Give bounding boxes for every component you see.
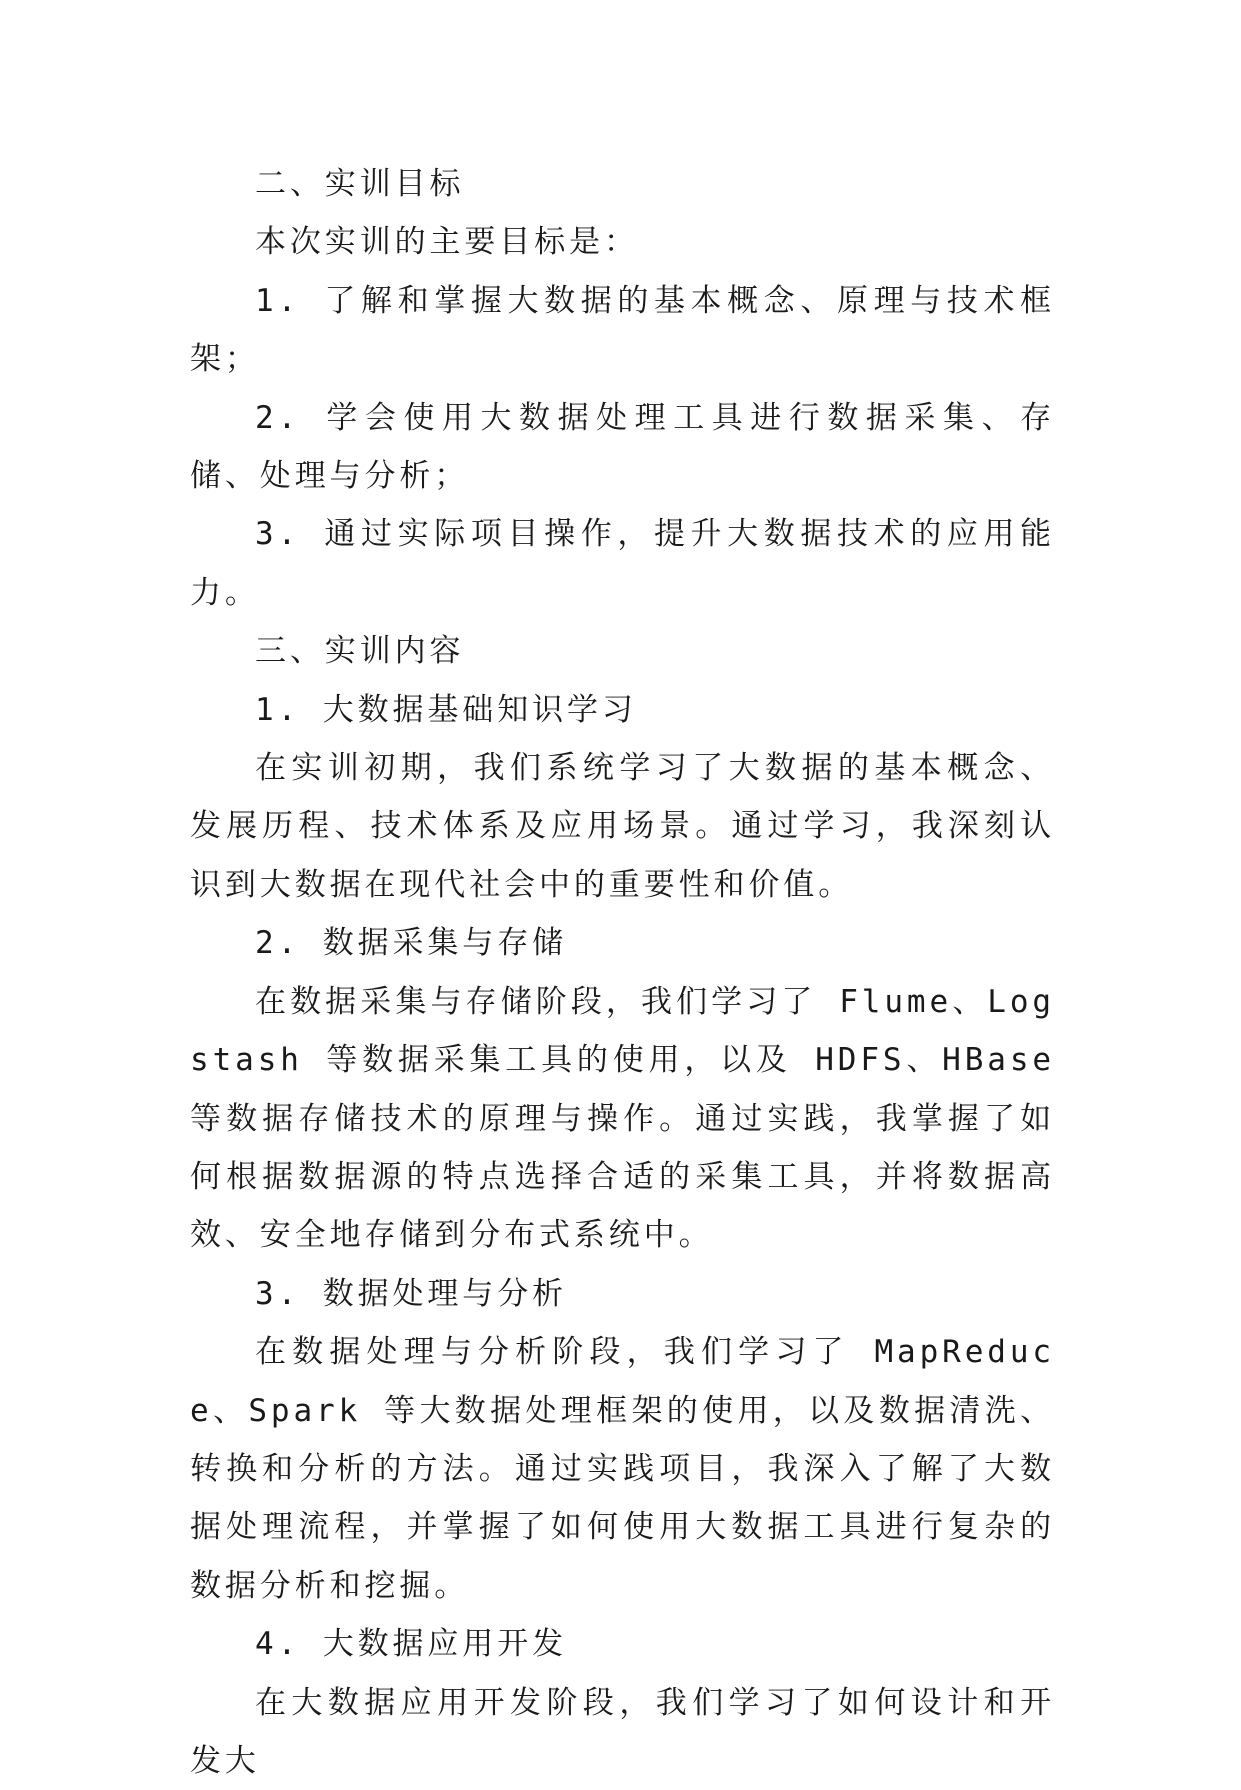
paragraph-data-processing-analysis: 在数据处理与分析阶段，我们学习了 MapReduce、Spark 等大数据处理框架的使用，以及数据清洗、转换和分析的方法。通过实践项目，我深入了解了大数据处理流程，并掌握了如何使用大数据工具进行复杂的数据分析和挖掘。 bbox=[190, 1334, 1055, 1604]
paragraph-data-collection-storage: 在数据采集与存储阶段，我们学习了 Flume、Logstash 等数据采集工具的使用，以及 HDFS、HBase 等数据存储技术的原理与操作。通过实践，我掌握了如何根据数据源的特点选择合适的采集工具，并将数据高效、安全地存储到分布式系统中。 bbox=[190, 983, 1055, 1254]
subheading-application-development: 4. 大数据应用开发 bbox=[255, 1626, 567, 1663]
objectives-intro: 本次实训的主要目标是： bbox=[255, 224, 639, 261]
objective-item-3: 3. 通过实际项目操作，提升大数据技术的应用能力。 bbox=[190, 516, 1055, 611]
subheading-data-collection-storage: 2. 数据采集与存储 bbox=[255, 925, 567, 962]
section-heading-content: 三、实训内容 bbox=[255, 633, 465, 670]
paragraph-application-development: 在大数据应用开发阶段，我们学习了如何设计和开发大 bbox=[190, 1684, 1055, 1779]
paragraph-big-data-basics: 在实训初期，我们系统学习了大数据的基本概念、发展历程、技术体系及应用场景。通过学习，我深刻认识到大数据在现代社会中的重要性和价值。 bbox=[190, 750, 1055, 903]
section-heading-objectives: 二、实训目标 bbox=[255, 166, 465, 202]
document-body bbox=[190, 155, 1055, 1790]
subheading-big-data-basics: 1. 大数据基础知识学习 bbox=[255, 691, 637, 728]
subheading-data-processing-analysis: 3. 数据处理与分析 bbox=[255, 1275, 567, 1312]
objective-item-1: 1. 了解和掌握大数据的基本概念、原理与技术框架； bbox=[190, 282, 1055, 378]
objective-item-2: 2. 学会使用大数据处理工具进行数据采集、存储、处理与分析； bbox=[190, 399, 1055, 495]
